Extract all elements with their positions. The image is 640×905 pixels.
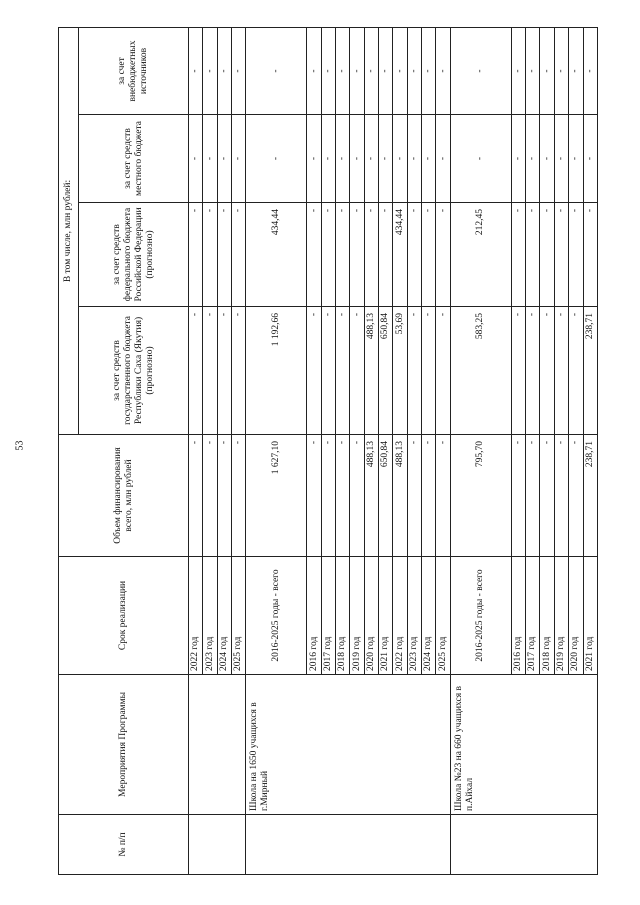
cell-total: 650,84 xyxy=(379,435,393,557)
cell-federal: - xyxy=(232,203,246,307)
cell-extra: - xyxy=(189,27,203,114)
cell-federal: - xyxy=(511,203,525,307)
cell-period: 2016 год xyxy=(307,557,321,675)
cell-local: - xyxy=(407,115,421,203)
cell-period: 2023 год xyxy=(407,557,421,675)
cell-period: 2024 год xyxy=(422,557,436,675)
cell-extra: - xyxy=(350,27,364,114)
cell-period: 2018 год xyxy=(336,557,350,675)
cell-federal: 434,44 xyxy=(393,203,407,307)
cell-extra: - xyxy=(393,27,407,114)
cell-regional: - xyxy=(569,307,583,435)
cell-local: - xyxy=(336,115,350,203)
cell-total: - xyxy=(511,435,525,557)
cell-num xyxy=(189,815,246,875)
cell-regional: - xyxy=(554,307,568,435)
cell-total: 795,70 xyxy=(450,435,511,557)
cell-total: - xyxy=(554,435,568,557)
cell-regional: 1 192,66 xyxy=(246,307,307,435)
table-row xyxy=(246,27,307,874)
cell-regional: - xyxy=(321,307,335,435)
cell-extra: - xyxy=(422,27,436,114)
cell-total: - xyxy=(307,435,321,557)
cell-total: - xyxy=(422,435,436,557)
cell-period: 2017 год xyxy=(526,557,540,675)
cell-federal: 434,44 xyxy=(246,203,307,307)
cell-total: - xyxy=(189,435,203,557)
cell-federal: - xyxy=(554,203,568,307)
cell-total: 238,71 xyxy=(583,435,598,557)
cell-regional: - xyxy=(232,307,246,435)
cell-federal: - xyxy=(307,203,321,307)
cell-total: - xyxy=(526,435,540,557)
cell-total: - xyxy=(407,435,421,557)
cell-regional: - xyxy=(436,307,450,435)
cell-local: - xyxy=(189,115,203,203)
cell-regional: - xyxy=(407,307,421,435)
cell-extra: - xyxy=(307,27,321,114)
cell-extra: - xyxy=(450,27,511,114)
cell-period: 2020 год xyxy=(569,557,583,675)
cell-regional: 238,71 xyxy=(583,307,598,435)
cell-federal: - xyxy=(321,203,335,307)
cell-federal: - xyxy=(540,203,554,307)
cell-total: 488,13 xyxy=(393,435,407,557)
cell-num xyxy=(450,815,597,875)
header-local: за счет средств местного бюджета xyxy=(79,115,189,203)
financing-table xyxy=(58,27,598,875)
rotated-page xyxy=(58,28,598,875)
cell-regional: - xyxy=(526,307,540,435)
table-row xyxy=(450,27,511,874)
cell-local: - xyxy=(422,115,436,203)
cell-extra: - xyxy=(203,27,217,114)
cell-total: 488,13 xyxy=(364,435,378,557)
cell-total: 1 627,10 xyxy=(246,435,307,557)
cell-local: - xyxy=(350,115,364,203)
header-including: В том числе, млн рублей: xyxy=(59,27,79,434)
header-period: Срок реализации xyxy=(59,557,189,675)
cell-period: 2021 год xyxy=(379,557,393,675)
cell-local: - xyxy=(232,115,246,203)
cell-total: - xyxy=(217,435,231,557)
header-regional: за счет средств государственного бюджета Республики Саха (Якутия) (прогнозно) xyxy=(79,307,189,435)
cell-extra: - xyxy=(511,27,525,114)
header-num: № п/п xyxy=(59,815,189,875)
cell-local: - xyxy=(393,115,407,203)
table-body xyxy=(189,27,598,874)
rotated-table-container xyxy=(58,28,598,875)
cell-total: - xyxy=(350,435,364,557)
cell-event: Школа №23 на 660 учащихся в п.Айхал xyxy=(450,675,597,815)
cell-federal: - xyxy=(379,203,393,307)
cell-period: 2023 год xyxy=(203,557,217,675)
cell-federal: - xyxy=(422,203,436,307)
cell-regional: - xyxy=(336,307,350,435)
cell-local: - xyxy=(321,115,335,203)
cell-regional: - xyxy=(540,307,554,435)
cell-period: 2025 год xyxy=(436,557,450,675)
cell-period: 2020 год xyxy=(364,557,378,675)
cell-local: - xyxy=(217,115,231,203)
cell-local: - xyxy=(511,115,525,203)
cell-extra: - xyxy=(407,27,421,114)
cell-federal: - xyxy=(203,203,217,307)
cell-total: - xyxy=(569,435,583,557)
cell-period: 2019 год xyxy=(554,557,568,675)
cell-extra: - xyxy=(569,27,583,114)
cell-local: - xyxy=(307,115,321,203)
cell-local: - xyxy=(450,115,511,203)
cell-total: - xyxy=(336,435,350,557)
cell-federal: - xyxy=(526,203,540,307)
cell-regional: 488,13 xyxy=(364,307,378,435)
cell-regional: - xyxy=(350,307,364,435)
cell-extra: - xyxy=(321,27,335,114)
header-event: Мероприятия Программы xyxy=(59,675,189,815)
cell-total: - xyxy=(321,435,335,557)
cell-regional: 650,84 xyxy=(379,307,393,435)
cell-period: 2021 год xyxy=(583,557,598,675)
cell-event: Школа на 1650 учащихся в г.Мирный xyxy=(246,675,450,815)
cell-extra: - xyxy=(379,27,393,114)
cell-local: - xyxy=(203,115,217,203)
cell-extra: - xyxy=(364,27,378,114)
cell-federal: - xyxy=(364,203,378,307)
cell-federal: 212,45 xyxy=(450,203,511,307)
cell-total: - xyxy=(203,435,217,557)
cell-period: 2018 год xyxy=(540,557,554,675)
cell-federal: - xyxy=(217,203,231,307)
cell-extra: - xyxy=(540,27,554,114)
cell-local: - xyxy=(246,115,307,203)
cell-federal: - xyxy=(350,203,364,307)
cell-extra: - xyxy=(217,27,231,114)
cell-regional: - xyxy=(189,307,203,435)
cell-local: - xyxy=(526,115,540,203)
cell-local: - xyxy=(540,115,554,203)
cell-regional: 583,25 xyxy=(450,307,511,435)
cell-regional: - xyxy=(422,307,436,435)
header-federal: за счет средств федерального бюджета Российской Федерации (прогнозно) xyxy=(79,203,189,307)
cell-extra: - xyxy=(583,27,598,114)
cell-local: - xyxy=(436,115,450,203)
cell-total: - xyxy=(232,435,246,557)
cell-period: 2022 год xyxy=(189,557,203,675)
cell-local: - xyxy=(364,115,378,203)
cell-extra: - xyxy=(232,27,246,114)
cell-period: 2022 год xyxy=(393,557,407,675)
cell-total: - xyxy=(540,435,554,557)
cell-num xyxy=(246,815,450,875)
cell-extra: - xyxy=(554,27,568,114)
page-number: 53 xyxy=(14,440,26,451)
cell-period: 2019 год xyxy=(350,557,364,675)
cell-period: 2016 год xyxy=(511,557,525,675)
cell-local: - xyxy=(569,115,583,203)
cell-local: - xyxy=(379,115,393,203)
cell-extra: - xyxy=(436,27,450,114)
cell-event xyxy=(189,675,246,815)
cell-extra: - xyxy=(526,27,540,114)
cell-regional: - xyxy=(307,307,321,435)
cell-total: - xyxy=(436,435,450,557)
cell-federal: - xyxy=(436,203,450,307)
cell-period: 2016-2025 годы - всего xyxy=(246,557,307,675)
cell-regional: - xyxy=(217,307,231,435)
header-extra: за счет внебюджетных источников xyxy=(79,27,189,114)
cell-regional: 53,69 xyxy=(393,307,407,435)
cell-federal: - xyxy=(336,203,350,307)
cell-period: 2016-2025 годы - всего xyxy=(450,557,511,675)
cell-federal: - xyxy=(569,203,583,307)
header-total: Объем финансирования всего, млн рублей xyxy=(59,435,189,557)
cell-federal: - xyxy=(407,203,421,307)
cell-local: - xyxy=(583,115,598,203)
cell-period: 2017 год xyxy=(321,557,335,675)
cell-period: 2024 год xyxy=(217,557,231,675)
cell-extra: - xyxy=(246,27,307,114)
cell-local: - xyxy=(554,115,568,203)
cell-regional: - xyxy=(511,307,525,435)
table-row xyxy=(189,27,203,874)
cell-federal: - xyxy=(189,203,203,307)
cell-federal: - xyxy=(583,203,598,307)
cell-regional: - xyxy=(203,307,217,435)
cell-period: 2025 год xyxy=(232,557,246,675)
cell-extra: - xyxy=(336,27,350,114)
